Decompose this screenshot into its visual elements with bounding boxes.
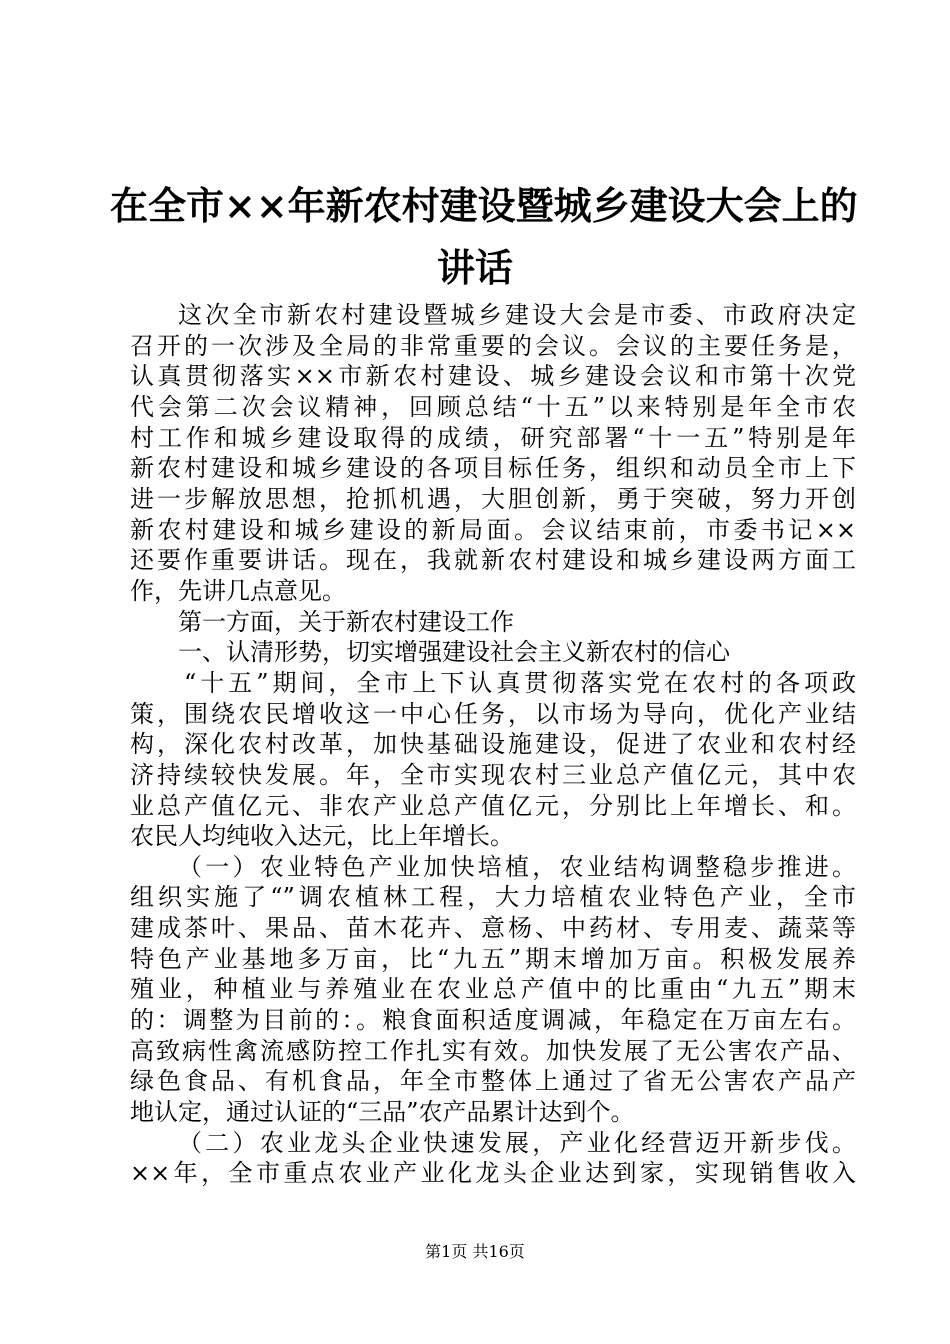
body-line: 新农村建设和城乡建设的各项目标任务，组织和动员全市上下 <box>130 454 856 483</box>
body-line: 组织实施了“”调农植林工程，大力培植农业特色产业，全市 <box>130 883 856 912</box>
body-line: 高致病性禽流感防控工作扎实有效。加快发展了无公害农产品、 <box>130 1036 856 1065</box>
body-line: 济持续较快发展。年，全市实现农村三业总产值亿元，其中农 <box>130 760 856 789</box>
body-line: 绿色食品、有机食品，年全市整体上通过了省无公害农产品产 <box>130 1067 856 1096</box>
body-line: 认真贯彻落实××市新农村建设、城乡建设会议和市第十次党 <box>130 362 856 391</box>
body-line: 地认定，通过认证的“三品”农产品累计达到个。 <box>130 1098 635 1127</box>
body-line: 建成茶叶、果品、苗木花卉、意杨、中药材、专用麦、蔬菜等 <box>130 914 856 943</box>
body-line: 构，深化农村改革，加快基础设施建设，促进了农业和农村经 <box>130 730 856 759</box>
body-line: （二）农业龙头企业快速发展，产业化经营迈开新步伐。 <box>178 1128 856 1157</box>
body-line: 特色产业基地多万亩，比“九五”期末增加万亩。积极发展养 <box>130 944 856 973</box>
body-line: 策，围绕农民增收这一中心任务，以市场为导向，优化产业结 <box>130 699 856 728</box>
page-number: 第1页 共16页 <box>425 1242 525 1261</box>
body-line: ××年，全市重点农业产业化龙头企业达到家，实现销售收入 <box>130 1159 856 1188</box>
subsection-heading: 一、认清形势，切实增强建设社会主义新农村的信心 <box>178 638 730 667</box>
document-body <box>130 300 856 1189</box>
section-heading: 第一方面，关于新农村建设工作 <box>178 607 514 636</box>
body-line: （一）农业特色产业加快培植，农业结构调整稳步推进。 <box>178 852 856 881</box>
document-title-line-2: 讲话 <box>436 245 513 290</box>
body-line: 作，先讲几点意见。 <box>130 576 346 605</box>
body-line: 农民人均纯收入达元，比上年增长。 <box>130 822 514 851</box>
body-line: “十五”期间，全市上下认真贯彻落实党在农村的各项政 <box>184 668 856 697</box>
body-line: 进一步解放思想，抢抓机遇，大胆创新，勇于突破，努力开创 <box>130 484 856 513</box>
body-line: 的：调整为目前的：。粮食面积适度调减，年稳定在万亩左右。 <box>130 1006 856 1035</box>
body-line: 新农村建设和城乡建设的新局面。会议结束前，市委书记×× <box>130 515 856 544</box>
body-line: 殖业，种植业与养殖业在农业总产值中的比重由“九五”期末 <box>130 975 856 1004</box>
body-line: 代会第二次会议精神，回顾总结“十五”以来特别是年全市农 <box>130 392 856 421</box>
body-line: 召开的一次涉及全局的非常重要的会议。会议的主要任务是， <box>130 331 856 360</box>
body-line: 业总产值亿元、非农产业总产值亿元，分别比上年增长、和。 <box>130 791 856 820</box>
body-line: 还要作重要讲话。现在，我就新农村建设和城乡建设两方面工 <box>130 546 856 575</box>
document-title-line-1: 在全市××年新农村建设暨城乡建设大会上的 <box>110 183 858 228</box>
body-line: 村工作和城乡建设取得的成绩，研究部署“十一五”特别是年 <box>130 423 856 452</box>
body-line: 这次全市新农村建设暨城乡建设大会是市委、市政府决定 <box>178 301 856 329</box>
